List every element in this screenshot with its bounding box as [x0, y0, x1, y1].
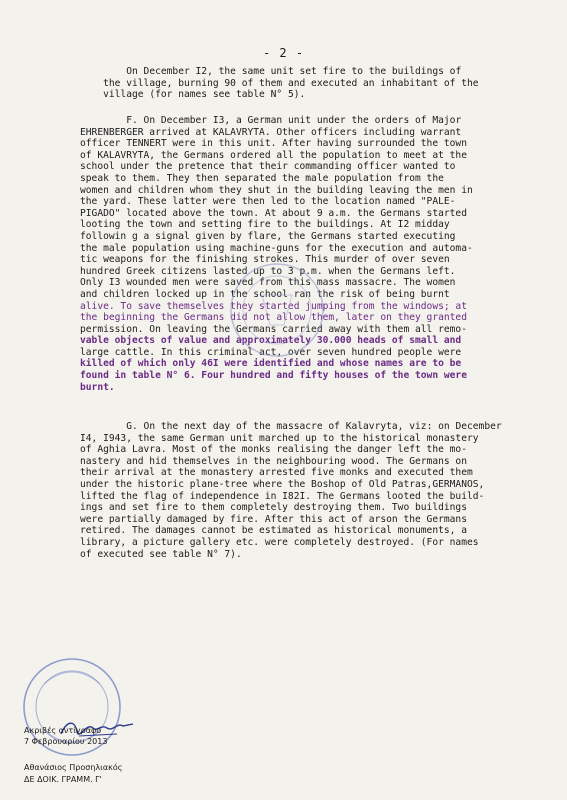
paragraph-text-purple: vable objects of value and approximately 30.000 heads of small and	[80, 335, 462, 347]
paragraph-text-purple: alive. To save themselves they started jumping from the windows; at the beginning the Germans did not allow them, later on they granted	[80, 300, 467, 324]
paragraph-aghia-lavra: G. On the next day of the massacre of Kalavryta, viz: on December I4, I943, the same German unit marched up to the historical monastery of Aghia Lavra. Most of the monks realising the danger left the mo- nastery and hid themselves in the neighbouring wood. The Germans on their arrival at the monastery arrested five monks and executed them under the historic plane-tree where the Boshop of Old Patras,GERMANOS, lifted the flag of independence in I82I. The Germans looted the build- ings and set fire to them completely destroying them. Two buildings were partially damaged by fire. After this act of arson the Germans retired. The damages cannot be estimated as historical monuments, a library, a picture gallery etc. were completely destroyed. (For names of executed see table N° 7).	[80, 421, 502, 560]
certification-line: Ακριβές αντίγραφο	[24, 726, 102, 735]
paragraph-text-purple: killed of which only 46I were identified and whose names are to be found in table N° 6. Four hundred and fifty houses of the town were burnt.	[80, 358, 467, 393]
paragraph-text: F. On December I3, a German unit under the orders of Major EHRENBERGER arrived at KALAVRYTA. Other officers including warrant officer TENNERT were in this unit. After having surrounded the town of KALAVRYTA, the Germans ordered all the population to meet at the school under the pretence that their commanding officer wanted to speak to them. They then separated the male population from the women and children whom they shut in the building leaving the men in the yard. These latter were then led to the location named "PALE- PIGADO" located above the town. At about 9 a.m. the Germans started looting the town and setting fire to the buildings. At I2 midday followin g a signal given by flare, the Germans started executing the male population using machine-guns for the execution and automa- tic weapons for the finishing strokes. This murder of over seven hundred Greek citizens lasted up to 3 p.m. when the Germans left. Only I3 wounded men were saved from this mass massacre. The women and children locked up in the school ran the risk of being burnt	[80, 115, 473, 300]
certifier-title: ΔΕ ΔΟΙΚ. ΓΡΑΜΜ. Γ'	[24, 775, 102, 784]
paragraph-december-12: On December I2, the same unit set fire to the buildings of the village, burning 90 of them and executed an inhabitant of the village (for names see table N° 5).	[103, 66, 479, 101]
official-stamp-overlay	[212, 255, 342, 365]
certification-date: 7 Φεβρουαρίου 2013	[24, 737, 108, 746]
page-number: - 2 -	[262, 46, 305, 60]
paragraph-text: permission. On leaving the Germans carried away with them all remo-	[80, 323, 467, 335]
certifier-name: Αθανάσιος Προσηλιακός	[24, 763, 123, 772]
paragraph-text: large cattle. In this criminal act, over seven hundred people were	[80, 346, 462, 358]
